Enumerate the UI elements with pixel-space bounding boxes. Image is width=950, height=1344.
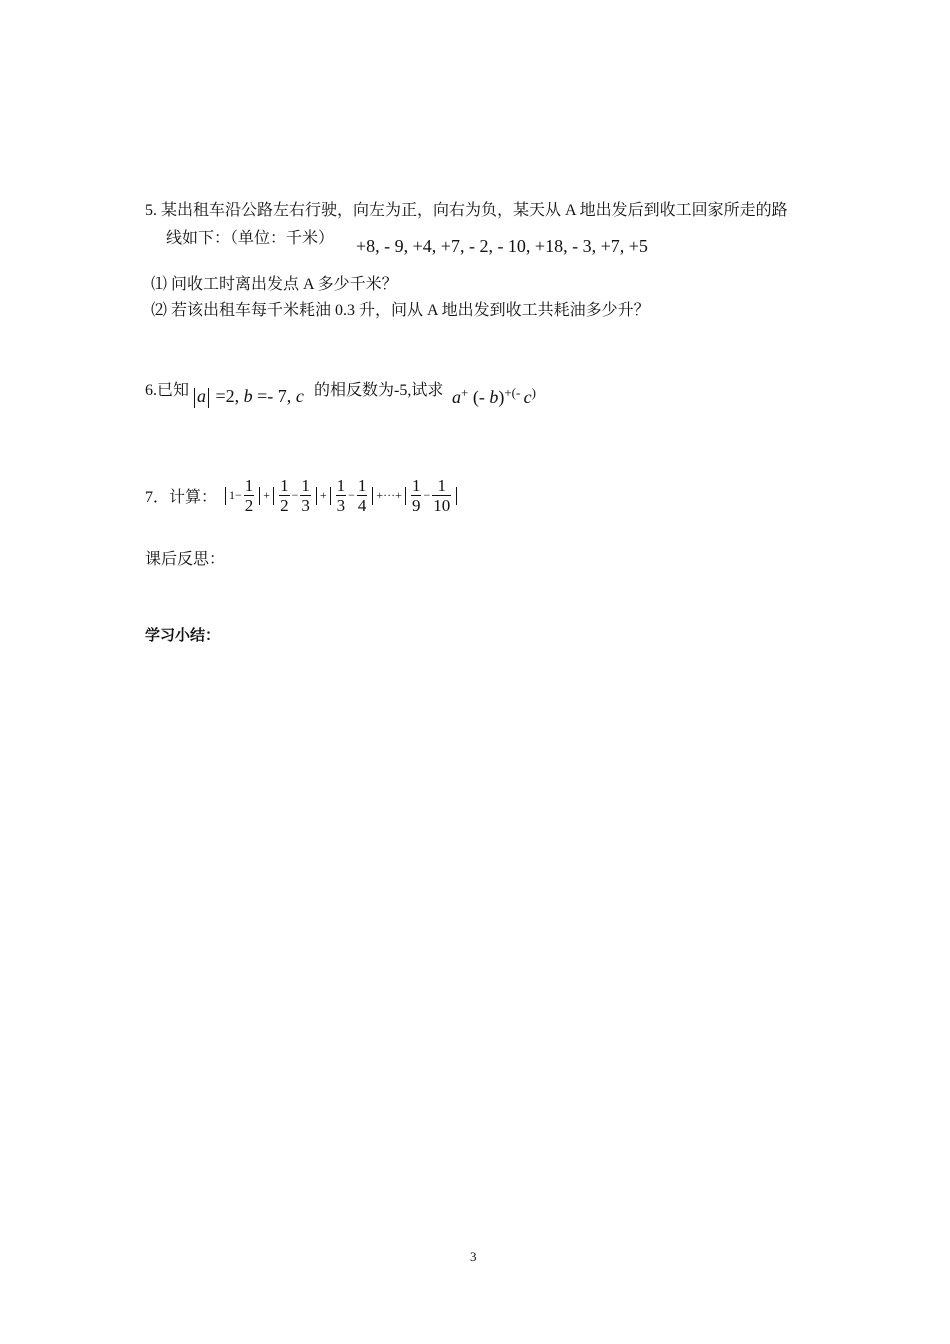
abs-bar [372,487,373,505]
page-number: 3 [470,1249,477,1264]
q6-condition [192,386,304,408]
fraction: $\frac{1}{9}$ [411,476,421,515]
q6-plus1: + [461,385,469,400]
fraction: $\frac{1}{3}$ [301,476,310,515]
abs-bar [330,487,331,505]
abs-bar [225,487,226,505]
q6-prefix: 6.已知 [145,382,190,399]
q7-minus: − [291,488,299,502]
q6-close-c: ) [531,385,536,400]
q7-minus: − [348,488,355,502]
q5-sub2: ⑵ 若该出租车每千米耗油 0.3 升，问从 A 地出发到收工共耗油多少升？ [151,302,650,319]
q6-expression [452,385,536,408]
fraction: $\frac{1}{4}$ [357,476,367,515]
q6-open-b: (- [472,387,490,407]
q7-one: 1 [229,488,235,502]
abs-bar [405,487,406,505]
abs-bar [316,487,317,505]
q7-plus: + [319,488,327,502]
q7-plus: + [263,488,271,502]
fraction: $\frac{1}{2}$ [244,476,254,515]
q7-expression [222,476,460,515]
q6-close-b: ) [498,387,505,407]
q6-middle: 的相反数为-5,试求 [314,382,444,399]
abs-bar [456,487,457,505]
reflection-heading: 课后反思： [145,551,226,568]
q5-line1: 5. 某出租车沿公路左右行驶，向左为正，向右为负，某天从 A 地出发后到收工回家所走的路 [145,202,788,219]
abs-bar [273,487,274,505]
q6-expr-c: c [523,387,532,407]
q7-minus: − [423,488,431,502]
q6-var-c: c [295,386,304,406]
q5-sequence: +8, - 9, +4, +7, - 2, - 10, +18, - 3, +7, +5 [356,236,648,256]
abs-bar [259,487,260,505]
q7-minus: − [235,488,242,502]
fraction: $\frac{1}{3}$ [336,476,346,515]
fraction: $\frac{1}{2}$ [280,476,289,515]
q6-eq2: =- 7, [257,386,292,406]
fraction: $\frac{1}{10}$ [433,476,451,515]
abs-bar-right [208,388,209,408]
q7-label: 7．计算： [145,489,218,506]
q7-dots: +···+ [376,488,402,502]
q5-line2: 线如下：（单位：千米） [166,230,335,247]
q6-eq1: =2, [215,386,240,406]
q6-expr-b: b [489,387,499,407]
q6-expr-a: a [452,387,461,407]
q6-var-b: b [243,386,253,406]
summary-heading: 学习小结： [145,626,221,644]
q6-var-a: a [197,386,206,406]
q5-sub1: ⑴ 问收工时离出发点 A 多少千米？ [151,276,398,293]
q6-plus2: +(- [504,385,524,400]
abs-bar-left [194,388,195,408]
